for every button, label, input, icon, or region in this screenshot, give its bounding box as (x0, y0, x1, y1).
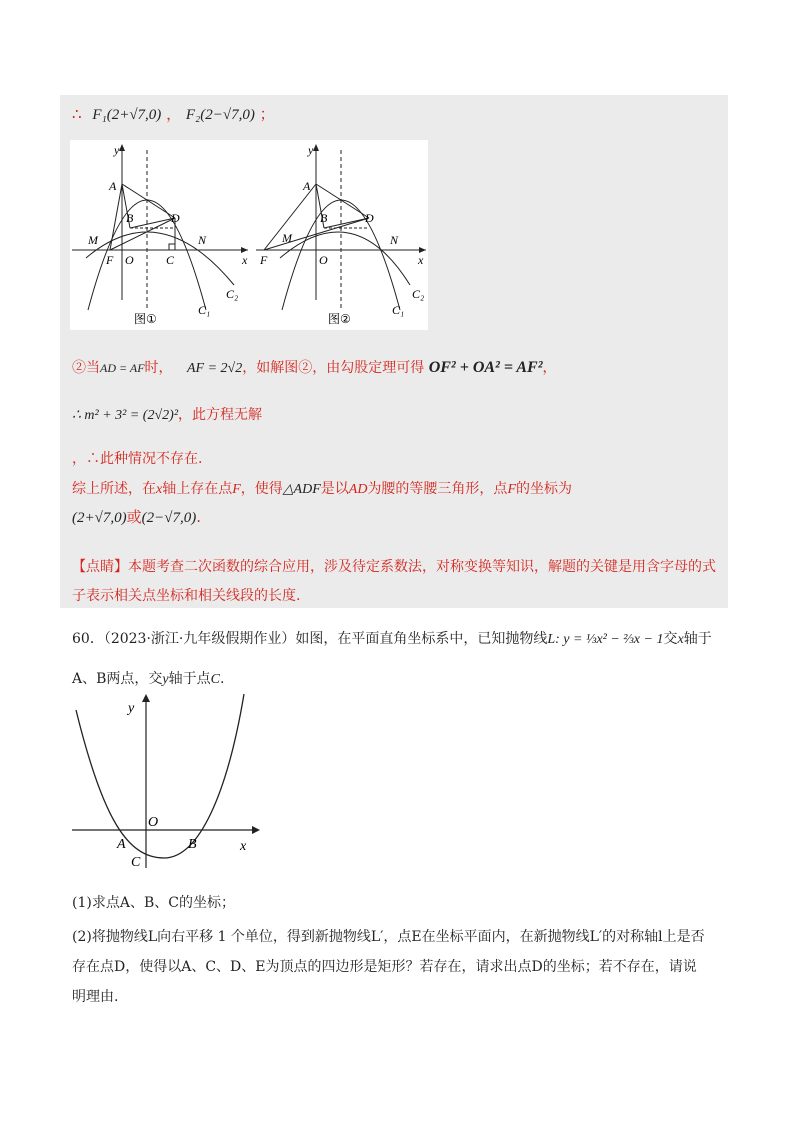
summary-x: x (156, 482, 163, 497)
problem-text-point: 轴于点 (168, 671, 211, 687)
problem-label-y: y (128, 701, 135, 716)
problem-label-b: B (188, 837, 197, 852)
fig1-caption: 图① (134, 312, 157, 326)
question-1: (1)求点A、B、C的坐标； (72, 895, 235, 911)
summary-text-6: 的坐标为 (516, 481, 572, 497)
problem-line-2 (72, 668, 224, 688)
therefore-line (72, 404, 262, 424)
fig2-label-b: B (320, 211, 328, 225)
case2-condition: AD = AF (100, 361, 145, 375)
answer-end: . (196, 508, 202, 526)
problem-label-c: C (131, 855, 141, 870)
problem-y-arrow (142, 694, 150, 702)
case2-text-2: 时， (144, 360, 173, 376)
line-end: ； (259, 105, 275, 123)
fig1-label-x: x (242, 253, 248, 267)
problem-text-ab: A、B两点，交 (72, 671, 163, 687)
fig2-label-c1: C₁ (392, 303, 405, 317)
problem-x: x (677, 632, 684, 647)
fig1-label-y: y (114, 143, 120, 157)
comment-line-1: 【点睛】本题考查二次函数的综合应用，涉及待定系数法，对称变换等知识，解题的关键是用含字母的式 (72, 559, 716, 575)
summary-triangle: △ADF (282, 482, 321, 497)
fig2-label-o: O (319, 253, 328, 267)
fig2-label-m: M (282, 231, 292, 245)
question-2-line-2: 存在点D，使得以A、C、D、E为顶点的四边形是矩形？若存在，请求出点D的坐标；若不存在，请说 (72, 959, 697, 975)
fig2-label-d: D (365, 211, 374, 225)
therefore-symbol: ∴ (72, 105, 82, 123)
answer-or: 或 (126, 508, 142, 526)
summary-text-3: ，使得 (240, 481, 283, 497)
foci-line (72, 103, 275, 124)
problem-intro: 60．（2023·浙江·九年级假期作业）如图，在平面直角坐标系中，已知抛物线 (72, 631, 548, 647)
problem-figure (68, 690, 268, 870)
fig1-label-c2: C₂ (226, 287, 239, 301)
problem-text-axis: 轴于 (683, 631, 712, 647)
question-2-line-1: (2)将抛物线L向右平移 1 个单位，得到新抛物线L′，点E在坐标平面内，在新抛物线L′的对称轴l上是否 (72, 929, 705, 945)
summary-text-2: 轴上存在点 (162, 481, 233, 497)
summary-f: F (232, 482, 241, 497)
summary-ad: AD (348, 482, 368, 497)
fig1-label-b: B (126, 211, 134, 225)
problem-text-cross: 交 (663, 631, 678, 647)
problem-line-1 (72, 628, 712, 648)
summary-line (72, 478, 572, 498)
f2-coord: F₂(2−√7,0) (185, 107, 255, 123)
answer-2: (2−√7,0) (141, 510, 197, 526)
case2-af: AF = 2√2 (187, 361, 243, 376)
f1-coord: F₁(2+√7,0) (92, 107, 162, 123)
fig2-label-y: y (308, 143, 314, 157)
problem-label-x: x (240, 839, 247, 854)
problem-label-o: O (148, 815, 159, 830)
fig1-label-f: F (106, 253, 114, 267)
summary-text-4: 是以 (320, 481, 349, 497)
problem-label-a: A (117, 837, 126, 852)
problem-text-end: . (219, 671, 225, 687)
fig1-label-m: M (88, 233, 98, 247)
parabola-curve (76, 694, 244, 858)
fig2-label-c2: C₂ (412, 287, 425, 301)
case2-text-3: ，如解图②，由勾股定理可得 (242, 360, 425, 376)
answer-line (72, 506, 201, 527)
case2-line (72, 357, 557, 377)
equation-no-solution: ∴ m² + 3² = (2√2)² (72, 408, 179, 423)
answer-1: (2+√7,0) (72, 510, 127, 526)
fig1-label-n: N (198, 233, 207, 247)
summary-f2: F (507, 482, 516, 497)
parabola-equation: L: y = ⅓x² − ⅔x − 1 (547, 632, 664, 647)
summary-text-1: 综上所述，在 (72, 481, 156, 497)
problem-x-arrow (252, 826, 260, 834)
no-case-line: ，∴此种情况不存在. (72, 451, 203, 467)
fig1-label-a: A (109, 179, 117, 193)
case2-text-1: ②当 (72, 360, 100, 376)
fig2-label-f: F (260, 253, 268, 267)
fig2-label-x: x (418, 253, 424, 267)
problem-c: C (210, 672, 220, 687)
no-solution-text: ，此方程无解 (178, 407, 263, 423)
case2-text-4: ， (542, 360, 557, 376)
summary-text-5: 为腰的等腰三角形，点 (367, 481, 508, 497)
fig1-label-d: D (171, 211, 180, 225)
case2-pythagoras: OF² + OA² = AF² (428, 359, 543, 376)
fig2-label-n: N (390, 233, 399, 247)
fig1-label-c1: C₁ (198, 303, 211, 317)
comment-line-2: 子表示相关点坐标和相关线段的长度. (72, 588, 301, 604)
separator: ， (166, 105, 182, 123)
problem-y: y (162, 672, 169, 687)
question-2-line-3: 明理由. (72, 989, 119, 1005)
fig1-label-o: O (125, 253, 134, 267)
fig1-label-c: C (166, 253, 175, 267)
fig2-caption: 图② (328, 312, 351, 326)
solution-figures (70, 140, 428, 330)
fig2-label-a: A (303, 179, 311, 193)
